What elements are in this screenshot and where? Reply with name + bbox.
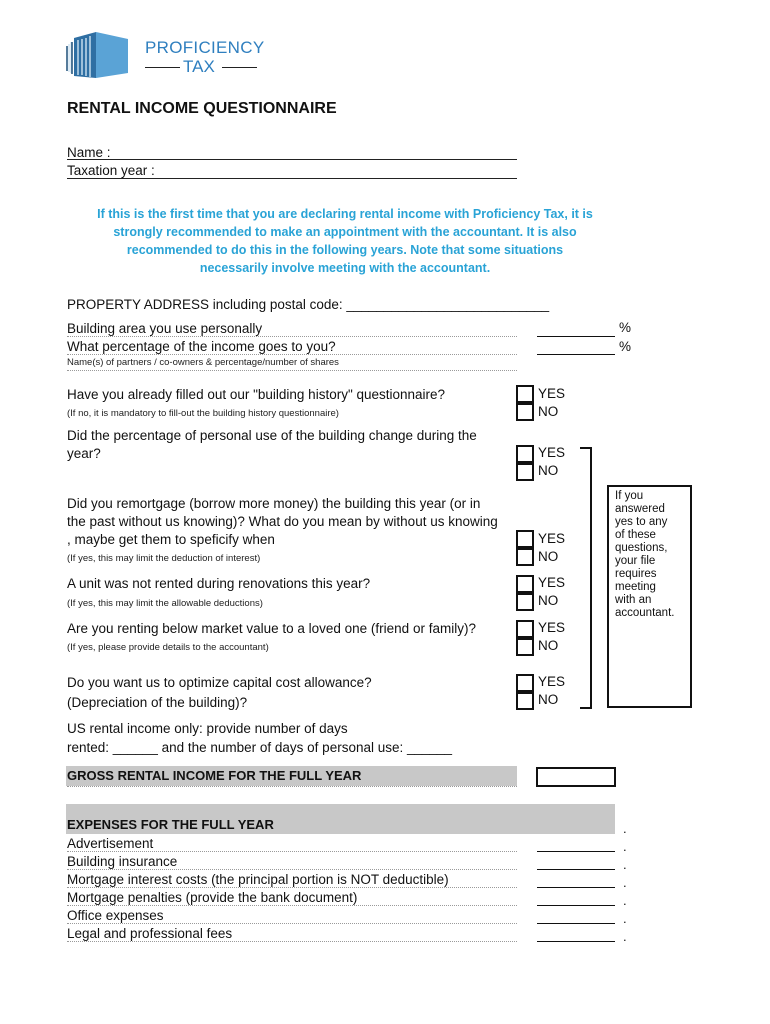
note-line: yes to any (615, 516, 668, 528)
expense-dot: . (623, 839, 627, 854)
note-line: with an (615, 594, 652, 606)
expense-field[interactable] (537, 887, 615, 888)
note-line: answered (615, 503, 665, 515)
question-personal-use-change (67, 427, 477, 463)
expense-field[interactable] (537, 941, 615, 942)
page-title: RENTAL INCOME QUESTIONNAIRE (67, 100, 337, 117)
divider (67, 851, 517, 852)
expense-field[interactable] (537, 869, 615, 870)
brand-tax-rule-left (145, 67, 180, 68)
gross-income-field[interactable] (536, 767, 616, 787)
yes-label: YES (538, 674, 566, 689)
yes-checkbox[interactable] (516, 575, 534, 593)
note-line: your file (615, 555, 656, 567)
no-label: NO (538, 638, 559, 653)
expense-dot: . (623, 893, 627, 908)
company-logo (66, 30, 266, 82)
property-address-label: PROPERTY ADDRESS including postal code: ___________________________ (67, 297, 550, 312)
divider (67, 354, 517, 355)
percent-sign: % (619, 320, 632, 335)
name-field[interactable] (67, 159, 517, 160)
note-line: If you (615, 490, 644, 502)
notice-line: If this is the first time that you are declaring rental income with Proficiency Tax, it is (97, 207, 593, 221)
questions-bracket (580, 447, 592, 709)
yes-label: YES (538, 620, 566, 635)
yes-checkbox[interactable] (516, 674, 534, 692)
building-logo-icon (66, 30, 132, 80)
question-line: Did the percentage of personal use of the building change during the (67, 428, 477, 443)
expense-field[interactable] (537, 851, 615, 852)
income-percentage-label: What percentage of the income goes to you? (67, 339, 336, 354)
note-line: of these (615, 529, 656, 541)
us-rental-line: US rental income only: provide number of days (67, 721, 348, 736)
notice-line: recommended to do this in the following years. Note that some situations (126, 243, 564, 257)
question-unit-not-rented: A unit was not rented during renovations this year? (67, 576, 371, 591)
percent-sign: % (619, 339, 632, 354)
no-checkbox[interactable] (516, 463, 534, 481)
note-line: requires (615, 568, 657, 580)
question-remortgage (67, 495, 498, 549)
question-line: the past without us knowing)? What do you mean by without us knowing (67, 514, 498, 529)
note-line: questions, (615, 542, 668, 554)
expense-legal-professional: Legal and professional fees (67, 926, 233, 941)
question-note: (If yes, please provide details to the accountant) (67, 642, 269, 653)
question-note: (If yes, this may limit the deduction of interest) (67, 553, 261, 564)
question-building-history: Have you already filled out our "building history" questionnaire? (67, 387, 446, 402)
expense-mortgage-penalties: Mortgage penalties (provide the bank document) (67, 890, 358, 905)
question-line: year? (67, 446, 101, 461)
notice-line: strongly recommended to make an appointment with the accountant. It is also (113, 225, 577, 239)
taxation-year-label: Taxation year : (67, 163, 155, 178)
no-checkbox[interactable] (516, 692, 534, 710)
no-checkbox[interactable] (516, 593, 534, 611)
question-line: Did you remortgage (borrow more money) the building this year (or in (67, 496, 481, 511)
accountant-note-box (607, 485, 692, 708)
expense-advertisement: Advertisement (67, 836, 154, 851)
expense-dot: . (623, 821, 627, 836)
expenses-header: EXPENSES FOR THE FULL YEAR (67, 817, 274, 832)
no-checkbox[interactable] (516, 548, 534, 566)
expense-dot: . (623, 929, 627, 944)
expense-dot: . (623, 911, 627, 926)
notice-text (40, 205, 650, 277)
note-line: accountant. (615, 607, 675, 619)
divider (67, 786, 517, 787)
expense-field[interactable] (537, 905, 615, 906)
divider (67, 869, 517, 870)
expense-dot: . (623, 857, 627, 872)
question-note: (If yes, this may limit the allowable deductions) (67, 598, 263, 609)
expense-field[interactable] (537, 923, 615, 924)
yes-checkbox[interactable] (516, 445, 534, 463)
yes-checkbox[interactable] (516, 385, 534, 403)
question-line: (Depreciation of the building)? (67, 695, 248, 710)
yes-label: YES (538, 445, 566, 460)
divider (67, 941, 517, 942)
yes-label: YES (538, 575, 566, 590)
no-checkbox[interactable] (516, 403, 534, 421)
notice-line: necessarily involve meeting with the accountant. (199, 261, 491, 275)
divider (67, 905, 517, 906)
expense-dot: . (623, 875, 627, 890)
expense-mortgage-interest: Mortgage interest costs (the principal portion is NOT deductible) (67, 872, 449, 887)
no-label: NO (538, 463, 559, 478)
yes-checkbox[interactable] (516, 530, 534, 548)
no-label: NO (538, 404, 559, 419)
no-label: NO (538, 692, 559, 707)
no-label: NO (538, 593, 559, 608)
question-line: , maybe get them to speficify when (67, 532, 275, 547)
us-rental-line: rented: ______ and the number of days of personal use: ______ (67, 740, 453, 755)
note-line: meeting (615, 581, 656, 593)
yes-label: YES (538, 386, 566, 401)
us-rental-text (67, 719, 452, 757)
yes-checkbox[interactable] (516, 620, 534, 638)
expense-office: Office expenses (67, 908, 164, 923)
question-capital-cost-allowance (67, 673, 372, 713)
taxation-year-field[interactable] (67, 178, 517, 179)
no-checkbox[interactable] (516, 638, 534, 656)
question-below-market: Are you renting below market value to a loved one (friend or family)? (67, 621, 476, 636)
building-area-field[interactable] (537, 336, 615, 337)
expense-building-insurance: Building insurance (67, 854, 178, 869)
no-label: NO (538, 549, 559, 564)
building-area-label: Building area you use personally (67, 321, 263, 336)
income-percentage-field[interactable] (537, 354, 615, 355)
divider (67, 923, 517, 924)
question-note: (If no, it is mandatory to fill-out the building history questionnaire) (67, 408, 339, 419)
brand-name: PROFICIENCY (145, 38, 265, 57)
question-line: Do you want us to optimize capital cost allowance? (67, 675, 372, 690)
divider (67, 887, 517, 888)
divider (67, 370, 517, 371)
yes-label: YES (538, 531, 566, 546)
name-label: Name : (67, 145, 111, 160)
gross-income-label: GROSS RENTAL INCOME FOR THE FULL YEAR (67, 768, 362, 783)
brand-tax-rule-right (222, 67, 257, 68)
brand-tax: TAX (183, 57, 215, 76)
divider (67, 336, 517, 337)
partners-label: Name(s) of partners / co-owners & percentage/number of shares (67, 357, 339, 368)
